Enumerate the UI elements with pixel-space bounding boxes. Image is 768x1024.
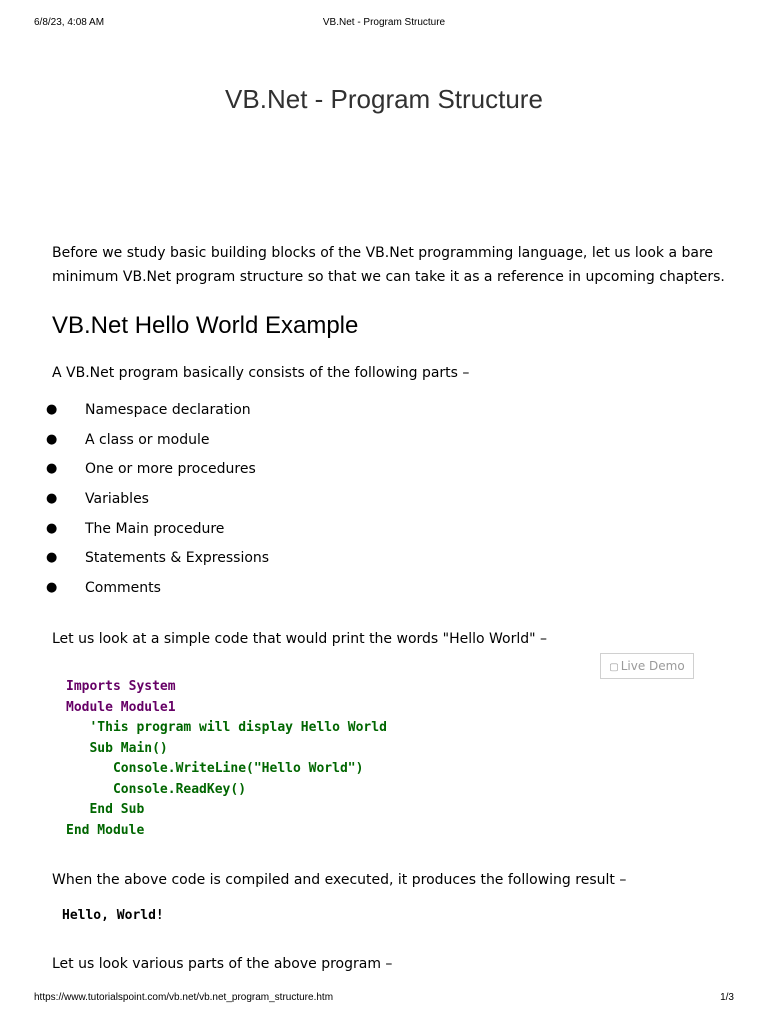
play-icon: ▢ [609,662,619,673]
print-header [34,17,734,31]
intro-paragraph: Before we study basic building blocks of the VB.Net programming language, let us look a bare minimum VB.Net program structure so that we can take it as a reference in upcoming chapters. [52,245,725,285]
output-block: Hello, World! [62,908,164,923]
list-item [46,425,732,455]
bullet-icon: ● [46,520,58,536]
list-item [46,514,732,544]
bullet-icon: ● [46,402,58,417]
result-intro-paragraph: When the above code is compiled and executed, it produces the following result – [52,872,627,888]
page-title: VB.Net - Program Structure [225,84,543,114]
list-item-label: Variables [85,491,149,508]
parts-intro-paragraph: A VB.Net program basically consists of the following parts – [52,365,470,381]
list-item-label: One or more procedures [85,461,256,478]
section-heading: VB.Net Hello World Example [52,312,359,339]
print-url: https://www.tutorialspoint.com/vb.net/vb.net_program_structure.htm [34,992,334,1003]
code-keyword: Sub [89,740,113,756]
list-item [46,484,732,514]
bullet-icon: ● [46,550,58,566]
parts-look-paragraph: Let us look various parts of the above program – [52,956,393,972]
list-item [46,543,732,573]
code-keyword: Imports [66,679,121,694]
code-text: Module [89,822,145,838]
code-text: Module1 [112,699,176,715]
list-item-label: The Main procedure [85,520,225,537]
code-intro-paragraph: Let us look at a simple code that would print the words "Hello World" – [52,630,548,647]
parts-list [46,395,732,603]
list-item-label: Comments [85,580,161,597]
list-item [46,395,732,425]
bullet-icon: ● [46,491,58,507]
main-content [46,241,732,972]
bullet-icon: ● [46,580,58,596]
list-item [46,454,732,484]
live-demo-button[interactable] [600,653,694,679]
list-item-label: Namespace declaration [85,402,251,418]
code-text: Main() [112,740,168,756]
bullet-icon: ● [46,431,58,447]
code-keyword: Module [66,699,113,715]
code-keyword: End Sub [89,802,145,817]
code-block [66,677,387,841]
print-footer [34,992,734,1006]
code-text: Console.WriteLine("Hello World") [112,761,364,776]
print-date: 6/8/23, 4:08 AM [34,17,105,28]
bullet-icon: ● [46,461,58,477]
list-item [46,573,732,603]
code-keyword: End [66,822,90,838]
list-item-label: A class or module [85,431,210,448]
live-demo-label: Live Demo [620,659,685,673]
print-page-number: 1/3 [720,992,734,1003]
code-comment: 'This program will display Hello World [89,720,387,735]
code-text: Console.ReadKey() [112,781,247,797]
list-item-label: Statements & Expressions [85,550,270,567]
code-text: System [120,679,176,694]
print-doc-title: VB.Net - Program Structure [322,17,446,28]
